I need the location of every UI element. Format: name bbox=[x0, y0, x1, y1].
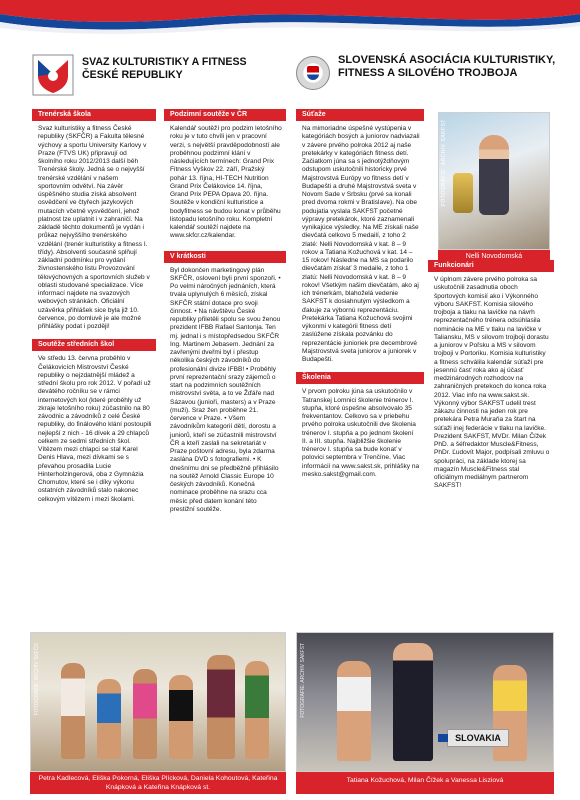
column-1 bbox=[32, 109, 156, 504]
section-text-funkcionari: V úplnom závere prvého polroka sa uskutočnili zasadnutia oboch športových komisií ako i Výkonného výboru SAKFST. Komisia silového trojboja a tlaku na lavičke na návrh reprezentačného trénera odsúhlasila nominácie na ME v tlaku na lavičke v Taliansku, MS v silovom trojboji dorastu a juniorov v Poľsku a MS v silovom trojboji v Portoriku. Komisia kulturistiky a fitness schválila kalendár súťaží pre jesennú časť roka ako aj účasť medzinárodných rozhodcov na zahraničných pretekoch do konca roka 2012. Viac info na www.sakst.sk. Výkonný výbor SAKFST udelil trest zákazu činnosti na jeden rok pre pretekára Petra Muraňa za štart na súťaži inej federácie v tlaku na lavičke. Prezident SAKFST, MVDr. Milan Čížek PhD. a šéfredaktor Muscle&Fitness, PhDr. Ľudovít Major, podpísali zmluvu o spolupráci, na základe ktorej sa magazín Muscle&Fitness stal oficiálnym mediálnym partnerom SAKFST! bbox=[434, 276, 550, 490]
photo-watermark: FOTOGRAFIE: ARCHIV SAKFST bbox=[441, 119, 447, 207]
column-3 bbox=[296, 109, 424, 479]
photo-caption-slovak-group: Tatiana Kožuchová, Milan Čížek a Vanessa Lisziová bbox=[296, 772, 554, 794]
skfcr-logo-icon bbox=[32, 54, 74, 96]
section-heading-trenerska-skola: Trenérská škola bbox=[32, 109, 156, 121]
section-text-podzimni-souteze: Kalendář soutěží pro podzim letošního roku je v tuto chvíli jen v pracovní verzi, s největší pravděpodobností ale proběhnou podzimní klání v následujících termínech: Grand Prix Fitness Vyškov 22. září, Pražský pohár 13. října, HI-TECH Nutrition Grand Prix Čelákovice 14. října, Grand Prix PEPA Opava 20. října. Soutěže v kondiční kulturistice a bodyfitness se budou konat v průběhu listopadu letošního roku. Kompletní kalendář soutěží najdete na www.skfcr.cz/kalendar. bbox=[170, 125, 282, 240]
person-figure bbox=[133, 669, 157, 759]
photo-watermark: FOTOGRAFIE: ARCHIV SKFČR bbox=[34, 643, 40, 716]
section-heading-sutaze: Súťaže bbox=[296, 109, 424, 121]
section-heading-podzimni-souteze: Podzimní soutěže v ČR bbox=[164, 109, 286, 121]
header-slovak-title: SLOVENSKÁ ASOCIÁCIA KULTURISTIKY, FITNESS A SILOVÉHO TROJBOJA bbox=[338, 54, 556, 79]
person-figure bbox=[245, 661, 269, 759]
trophy-icon bbox=[453, 173, 473, 213]
section-text-v-kratkosti: Byl dokončen marketingový plán SKFČR, oslovení byli první sponzoři. • Po velmi náročných jednáních, která trvala uplynulých 6 měsíců, získal SKFČR státní dotace pro svoji činnost. • Na návštěvu České republiky přiletěli spolu se svou ženou prezident IFBB Rafael Santonja. Ten mj. jednal i s místopředsedou SKFČR Ing. Martinem Jebasem. Jednání za zavřenými dveřmi byl i přestup několika českých závodníků do profesionální divize IFBB! • Proběhly první reprezentační srazy zájemců o start na podzimních soutěžních mistrovství světa, a to ve Žďáře nad Sázavou (junioři, masters) a v Praze (muži). Sraz žen proběhne 21. července v Praze. • Všem závodníkům kategorií dětí, dorostu a juniorů, kteří se zúčastnili mistrovství ČR a kteří zaslali na sekretariát v Praze poštovní adresu, byla zdarma zaslána DVD s fotografiemi. • K dnešnímu dni se předběžně přihlásilo na soutěž Arnold Classic Europe 10 českých závodníků. Konečná nominace proběhne na srazu cca měsíc před datem konání této prestižní soutěže. bbox=[170, 266, 281, 513]
header-czech-title: SVAZ KULTURISTIKY A FITNESS ČESKÉ REPUBLIKY bbox=[82, 56, 247, 81]
section-heading-funkcionari: Funkcionári bbox=[428, 260, 554, 272]
athlete-figure bbox=[479, 135, 509, 215]
section-heading-skolenia: Školenia bbox=[296, 372, 424, 384]
header-czech bbox=[32, 52, 282, 104]
section-text-skolenia: V prvom polroku júna sa uskutočnilo v Tatranskej Lomnici školenie trénerov I. stupňa, ktoré úspešne absolvovalo 35 frekventantov. Celkovo sa v priebehu prvého polroka uskutočnili dve školenia trénerov I. stupňa a po jednom školení II. a III. stupňa. Najbližšie školenie trénerov I. stupňa sa bude konať v polovici septembra v Trenčíne. Viac informácií na www.sakst.sk, prihlášky na mesko.sakst@gmail.com. bbox=[302, 388, 420, 478]
person-figure bbox=[61, 663, 85, 759]
person-figure bbox=[169, 675, 193, 759]
top-decorative-wave bbox=[0, 0, 580, 42]
section-heading-souteze-strednich-skol: Soutěže středních škol bbox=[32, 339, 156, 351]
section-text-sutaze: Na mimoriadne úspešné vystúpenia v kategóriách bosých a juniorov nadviazali v závere prvého polroka 2012 aj naše pretekárky v kategóriách fitness detí. Začiatkom júna sa s jednotýždňovým odstupom uskutočnili historicky prvé Majstrovstvá Európy vo fitness detí v Budapešti a druhé Majstrovstvá sveta v Novom Sade v Srbsku (prvé sa konali pred dvoma rokmi v Bratislave). Na obe podujatia vyslala SAKFST početné výpravy pretekárok, ktoré zaznamenali vynikajúce výsledky. Na ME získali naše dievčatá celkovo 5 medailí, z toho 2 zlaté: Nelli Novodomská v kat. 8 – 9 rokov a Tatiana Kožuchová v kat. 14 – 15 rokov! Následne na MS sa podarilo dievčatám získať 3 medaile, z toho 1 zlatú: Nelli Novodomská v kat. 8 – 9 rokov! Všetkým našim dievčatám, ako aj ich trénerkám, blahoželá vedenie SAKFST k dosiahnutým výsledkom a ďakuje za výbornú reprezentáciu. Pretekárka Tatiana Kožuchová svojimi výkonmi v kategórii fitness detí zaslúžene získala pozvánku do reprezentácie junioriek pre decembrové Majstrovstvá sveta juniorov a juniorek v Budapešti. bbox=[302, 125, 420, 363]
section-text-trenerska-skola: Svaz kulturistiky a fitness České republiky (SKFČR) a Fakulta tělesné výchovy a sportu University Karlovy v Praze (FTVS UK) připravují od školního roku 2012/2013 další běh Trenérské školy. Jedná se o nejvyšší trenérské vzdělání v našem sportovním odvětví. Na závěr úspěšného studia získá absolvent osvědčení ve čtyřech jazykových mutacích včetně vysvědčení, jehož platnost lze uplatnit i v zahraničí. Na základě těchto dokumentů je vydán i průkaz nejvyššího trenérského vzdělání (trenér kulturistiky a fitness I. třídy). Absolventi současně splňují základní podmínku pro vydání živnostenského listu Provozování tělovýchovných a sportovních služeb v oblasti studované specializace. Více informací najdete na svazových webových stránkách. Oficiální uzávěrka přihlášek sice byla již 10. července, po domluvě je ale možné přihlášky podat i později! bbox=[38, 125, 150, 330]
section-heading-v-kratkosti: V krátkosti bbox=[164, 251, 286, 263]
person-figure bbox=[393, 643, 433, 761]
header-slovak bbox=[296, 52, 556, 104]
photo-caption-nelli: Nelli Novodomská bbox=[438, 250, 550, 263]
person-figure bbox=[97, 679, 121, 759]
column-4 bbox=[428, 260, 554, 491]
section-text-souteze-strednich-skol: Ve středu 13. června proběhlo v Čelákovicích Mistrovství České republiky o nejzdatnější mládež a střední školu pro rok 2012. V pořadí už devátého ročníku se v rámci internetových kol (které proběhly už zkraje letošního roku) zúčastnilo na 80 závodnic a závodníků z celé České republiky, do finálového klání postoupili nejlepší z nich - 16 dívek a 29 chlapců celkem ze sedmi středních škol. Vítězem mezi chlapci se stal Karel Denis Hlava, mezi dívkami se s převahou prosadila Lucie Hinterholzingerová, oba z Gymnázia Chomutov, které se i díky výkonu ostatních závodníků stalo nakonec celkovým vítězem i mezi školami. bbox=[38, 355, 152, 503]
person-figure bbox=[337, 661, 371, 761]
slovakia-banner: SLOVAKIA bbox=[447, 729, 509, 747]
column-2 bbox=[164, 109, 286, 514]
photo-czech-girls-group bbox=[30, 632, 286, 772]
photo-watermark: FOTOGRAFIE: ARCHIV SAKFST bbox=[300, 643, 306, 718]
person-figure bbox=[207, 655, 235, 759]
sakfst-logo-icon bbox=[296, 56, 330, 90]
photo-nelli-novodomska bbox=[438, 112, 550, 250]
photo-slovak-group bbox=[296, 632, 554, 772]
photo-caption-czech-group: Petra Kadlecová, Eliška Pokorná, Eliška Plícková, Daniela Kohoutová, Kateřina Knápková a Kateřina Knápková st. bbox=[30, 772, 286, 794]
